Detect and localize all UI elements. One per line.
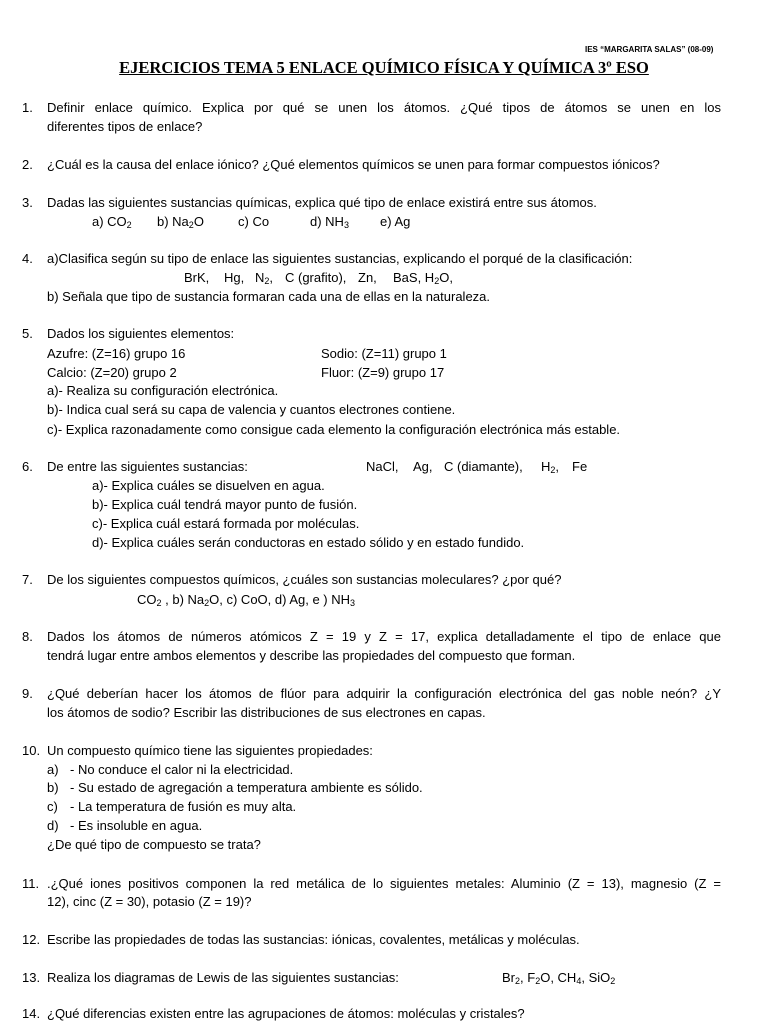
q3-item-b: b) $Na_2O$ bbox=[157, 214, 204, 230]
q1-number: 1. bbox=[22, 100, 33, 115]
q5-azufre: Azufre: (Z=16) grupo 16 bbox=[47, 346, 186, 361]
q2-line1: ¿Cuál es la causa del enlace iónico? ¿Qué elementos químicos se unen para formar compuestos iónicos? bbox=[47, 157, 660, 172]
q3-number: 3. bbox=[22, 195, 33, 210]
q6-substance-nacl: NaCl, bbox=[366, 459, 399, 474]
q8-line1: Dados los átomos de números atómicos Z = 19 y Z = 17, explica detalladamente el tipo de enlace que bbox=[47, 629, 721, 644]
q6-number: 6. bbox=[22, 459, 33, 474]
q4-substance-bas-h2o: BaS, $H_2O$, bbox=[393, 270, 453, 286]
q6-part-c: c)- Explica cuál estará formada por moléculas. bbox=[92, 516, 360, 531]
q6-substance-diamante: C (diamante), bbox=[444, 459, 523, 474]
q6-line1: De entre las siguientes sustancias: bbox=[47, 459, 248, 474]
q10-item-c-text: - La temperatura de fusión es muy alta. bbox=[70, 799, 297, 814]
q8-line2: tendrá lugar entre ambos elementos y describe las propiedades del compuesto que forman. bbox=[47, 648, 576, 663]
q2-number: 2. bbox=[22, 157, 33, 172]
q10-item-a-label: a) bbox=[47, 762, 59, 777]
q3-item-a: a) $CO_2$ bbox=[92, 214, 132, 230]
q6-part-a: a)- Explica cuáles se disuelven en agua. bbox=[92, 478, 325, 493]
q13-line1: Realiza los diagramas de Lewis de las siguientes sustancias: bbox=[47, 970, 399, 985]
q13-substances: $Br_2$, $F_2O$, $CH_4$, SiO$_2$ bbox=[502, 970, 616, 986]
school-header: IES “MARGARITA SALAS” (08-09) bbox=[585, 45, 714, 54]
q5-part-b: b)- Indica cual será su capa de valencia y cuantos electrones contiene. bbox=[47, 402, 456, 417]
q10-item-a-text: - No conduce el calor ni la electricidad. bbox=[70, 762, 294, 777]
q4-line3: b) Señala que tipo de sustancia formaran cada una de ellas en la naturaleza. bbox=[47, 289, 491, 304]
q4-substance-hg: Hg, bbox=[224, 270, 245, 285]
q10-line1: Un compuesto químico tiene las siguientes propiedades: bbox=[47, 743, 373, 758]
q3-item-e: e) Ag bbox=[380, 214, 411, 229]
q8-number: 8. bbox=[22, 629, 33, 644]
q14-number: 14. bbox=[22, 1006, 41, 1021]
q12-line1: Escribe las propiedades de todas las sustancias: iónicas, covalentes, metálicas y moléculas. bbox=[47, 932, 580, 947]
q3-item-d: d) $NH_3$ bbox=[310, 214, 349, 230]
q9-line2: los átomos de sodio? Escribir las distribuciones de sus electrones en capas. bbox=[47, 705, 486, 720]
q13-number: 13. bbox=[22, 970, 41, 985]
q10-item-b-text: - Su estado de agregación a temperatura ambiente es sólido. bbox=[70, 780, 423, 795]
q12-number: 12. bbox=[22, 932, 41, 947]
q5-calcio: Calcio: (Z=20) grupo 2 bbox=[47, 365, 177, 380]
q4-substance-zn: Zn, bbox=[358, 270, 377, 285]
page-title: EJERCICIOS TEMA 5 ENLACE QUÍMICO FÍSICA Y QUÍMICA 3º ESO bbox=[119, 58, 649, 77]
q5-number: 5. bbox=[22, 326, 33, 341]
q7-compounds: $CO_2$ , b) $Na_2O$, c) CoO, d) Ag, e ) $NH_3$ bbox=[137, 592, 356, 608]
q4-line1: a)Clasifica según su tipo de enlace las siguientes sustancias, explicando el porqué de la clasificación: bbox=[47, 251, 633, 266]
q9-number: 9. bbox=[22, 686, 33, 701]
q4-substance-n2: $N_2$, bbox=[255, 270, 274, 286]
q14-line1: ¿Qué diferencias existen entre las agrupaciones de átomos: moléculas y cristales? bbox=[47, 1006, 525, 1021]
q3-line1: Dadas las siguientes sustancias químicas, explica qué tipo de enlace existirá entre sus átomos. bbox=[47, 195, 597, 210]
q5-sodio: Sodio: (Z=11) grupo 1 bbox=[321, 346, 447, 361]
q5-part-c: c)- Explica razonadamente como consigue cada elemento la configuración electrónica más estable. bbox=[47, 422, 621, 437]
q10-item-d-text: - Es insoluble en agua. bbox=[70, 818, 203, 833]
q4-number: 4. bbox=[22, 251, 33, 266]
q6-part-b: b)- Explica cuál tendrá mayor punto de fusión. bbox=[92, 497, 358, 512]
q1-line2: diferentes tipos de enlace? bbox=[47, 119, 203, 134]
q6-substance-h2: $H_2$, bbox=[541, 459, 560, 475]
q10-item-b-label: b) bbox=[47, 780, 59, 795]
q10-number: 10. bbox=[22, 743, 41, 758]
q6-substance-fe: Fe bbox=[572, 459, 588, 474]
q5-fluor: Fluor: (Z=9) grupo 17 bbox=[321, 365, 445, 380]
q5-part-a: a)- Realiza su configuración electrónica. bbox=[47, 383, 279, 398]
q4-substance-brk: BrK, bbox=[184, 270, 210, 285]
q10-item-c-label: c) bbox=[47, 799, 58, 814]
q7-number: 7. bbox=[22, 572, 33, 587]
q7-line1: De los siguientes compuestos químicos, ¿cuáles son sustancias moleculares? ¿por qué? bbox=[47, 572, 562, 587]
q6-substance-ag: Ag, bbox=[413, 459, 433, 474]
q5-line1: Dados los siguientes elementos: bbox=[47, 326, 235, 341]
q3-item-c: c) Co bbox=[238, 214, 270, 229]
q9-line1: ¿Qué deberían hacer los átomos de flúor para adquirir la configuración electrónica del gas noble neón? ¿Y bbox=[47, 686, 721, 701]
q6-part-d: d)- Explica cuáles serán conductoras en estado sólido y en estado fundido. bbox=[92, 535, 525, 550]
q4-substance-grafito: C (grafito), bbox=[285, 270, 347, 285]
q11-line1: .¿Qué iones positivos componen la red metálica de lo siguientes metales: Aluminio (Z = 13), magnesio (Z = bbox=[47, 876, 721, 891]
q11-number: 11. bbox=[22, 876, 40, 891]
q10-item-d-label: d) bbox=[47, 818, 59, 833]
q1-line1: Definir enlace químico. Explica por qué se unen los átomos. ¿Qué tipos de átomos se unen en los bbox=[47, 100, 721, 115]
q10-last: ¿De qué tipo de compuesto se trata? bbox=[47, 837, 261, 852]
q11-line2: 12), cinc (Z = 30), potasio (Z = 19)? bbox=[47, 894, 252, 909]
